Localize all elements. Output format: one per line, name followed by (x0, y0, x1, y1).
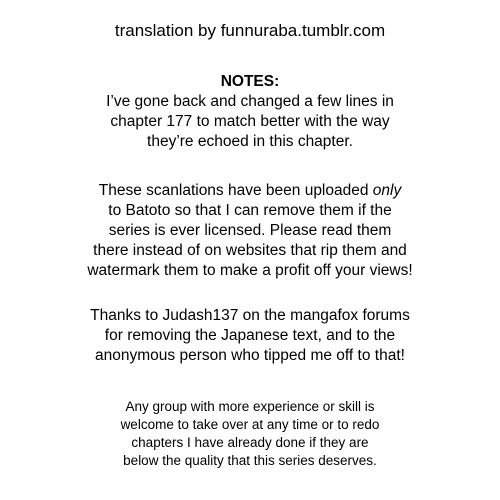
notes-section (0, 72, 500, 152)
scanlation-line: to Batoto so that I can remove them if the (108, 202, 392, 219)
scanlation-line: watermark them to make a profit off your views! (87, 262, 413, 279)
thanks-line: Thanks to Judash137 on the mangafox forums (90, 307, 410, 324)
scanlation-line: there instead of on websites that rip them and (93, 242, 407, 259)
translation-credit (0, 20, 500, 42)
scanlation-line: series is ever licensed. Please read them (108, 222, 392, 239)
notes-line: they’re echoed in this chapter. (147, 133, 353, 150)
scanlation-line (0, 181, 500, 201)
thanks-line: for removing the Japanese text, and to the (104, 327, 396, 344)
notes-line: chapter 177 to match better with the way (110, 113, 390, 130)
emphasis-only: only (372, 182, 402, 199)
credit-text: translation by funnuraba.tumblr.com (114, 21, 386, 40)
scanlation-notice (0, 181, 500, 281)
group-line: below the quality that this series deserves. (123, 453, 377, 468)
group-line: Any group with more experience or skill is (125, 399, 375, 414)
scanlation-line-start: These scanlations have been uploaded (98, 182, 373, 199)
notes-title: NOTES: (220, 73, 280, 90)
notes-line: I’ve gone back and changed a few lines in (106, 93, 394, 110)
group-line: chapters I have already done if they are (131, 435, 369, 450)
thanks-line: anonymous person who tipped me off to that! (95, 347, 405, 364)
group-line: welcome to take over at any time or to redo (120, 417, 380, 432)
thanks-section (0, 306, 500, 366)
group-invitation (0, 398, 500, 470)
